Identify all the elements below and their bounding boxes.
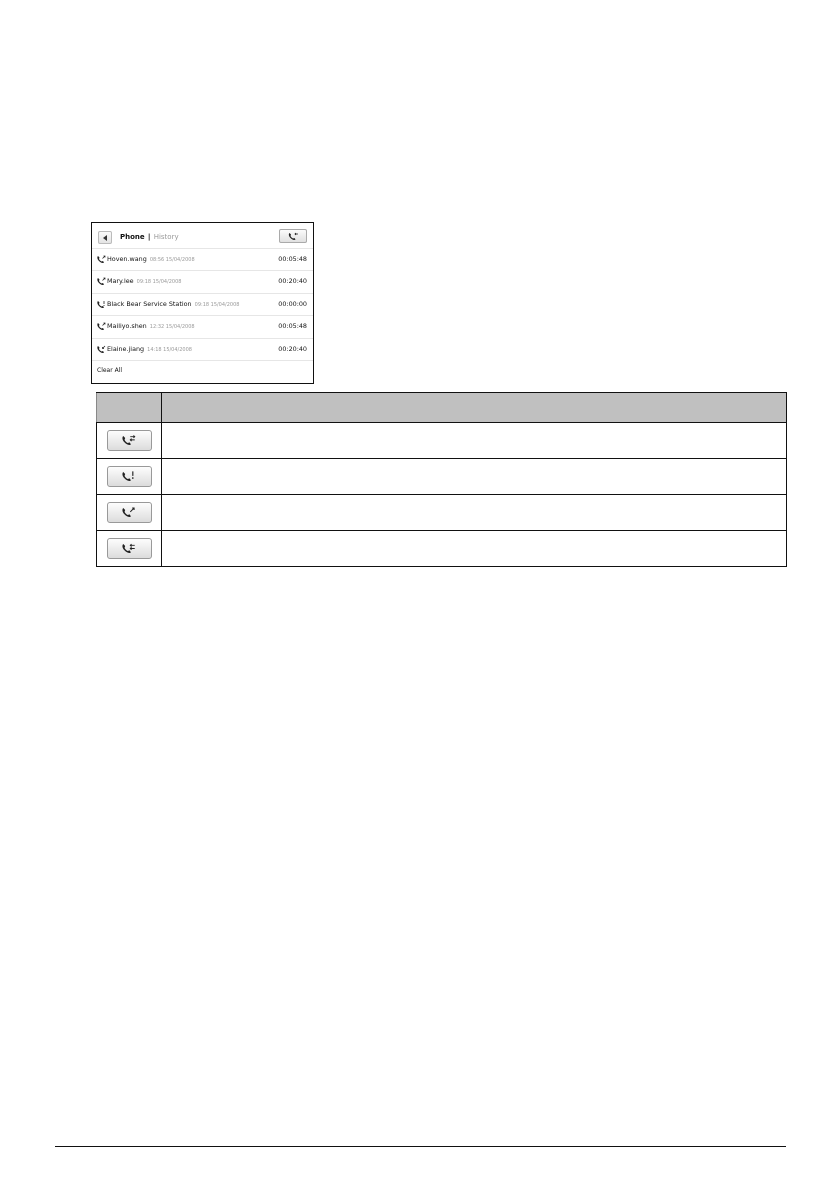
contact-name: Hoven.wang [107, 255, 147, 263]
received-calls-icon [122, 542, 136, 555]
clear-all-button[interactable] [92, 360, 313, 385]
history-row-4[interactable] [92, 315, 313, 337]
outgoing-call-icon [97, 322, 106, 331]
header-icon-cell [97, 393, 162, 423]
call-time: 08:56 15/04/2008 [149, 257, 195, 263]
table-header-row [97, 393, 787, 423]
missed-call-icon [97, 300, 106, 309]
table-row [97, 423, 787, 459]
outgoing-call-icon [97, 277, 106, 286]
header-description-cell [162, 393, 787, 423]
call-duration: 00:05:48 [278, 255, 307, 263]
title-phone: Phone [120, 233, 145, 241]
call-log-icon [288, 232, 299, 241]
call-time: 09:18 15/04/2008 [194, 301, 240, 308]
footer-divider [55, 1146, 786, 1147]
dialled-calls-icon [122, 506, 136, 519]
history-row-5[interactable] [92, 338, 313, 360]
title-separator: | [147, 233, 151, 241]
table-row [97, 495, 787, 531]
call-duration: 00:20:40 [278, 344, 307, 353]
outgoing-call-icon [97, 255, 106, 264]
table-row [97, 531, 787, 567]
received-calls-button[interactable] [107, 538, 152, 559]
back-arrow-icon [103, 235, 107, 241]
history-row-2[interactable] [92, 270, 313, 292]
all-calls-button[interactable] [107, 430, 152, 451]
icon-legend-table [96, 392, 787, 567]
description-cell [162, 423, 787, 459]
missed-calls-button[interactable] [107, 466, 152, 487]
call-duration: 00:00:00 [278, 299, 307, 308]
clear-all-label: Clear All [97, 367, 123, 374]
phone-history-screenshot [91, 222, 314, 384]
call-filter-button[interactable] [279, 229, 307, 243]
screen-header [92, 223, 313, 249]
dialled-calls-button[interactable] [107, 502, 152, 523]
description-cell [162, 495, 787, 531]
title-history: History [153, 233, 179, 241]
history-row-3[interactable] [92, 293, 313, 315]
call-time: 12:32 15/04/2008 [149, 324, 195, 331]
contact-name: Elaine.jiang [107, 344, 145, 353]
history-row-1[interactable] [92, 248, 313, 270]
back-button[interactable] [98, 231, 112, 244]
contact-name: Mailiyo.shen [107, 322, 147, 331]
incoming-call-icon [97, 345, 106, 354]
screen-title [120, 232, 179, 242]
description-cell [162, 459, 787, 495]
description-cell [162, 531, 787, 567]
all-calls-icon [122, 434, 136, 447]
table-row [97, 459, 787, 495]
missed-calls-icon [122, 470, 136, 483]
contact-name: Mary.lee [107, 277, 134, 286]
contact-name: Black Bear Service Station [107, 299, 192, 308]
call-duration: 00:05:48 [278, 322, 307, 331]
call-duration: 00:20:40 [278, 277, 307, 286]
call-history-list [92, 248, 313, 360]
call-time: 09:18 15/04/2008 [136, 279, 182, 286]
call-time: 14:18 15/04/2008 [147, 346, 192, 353]
